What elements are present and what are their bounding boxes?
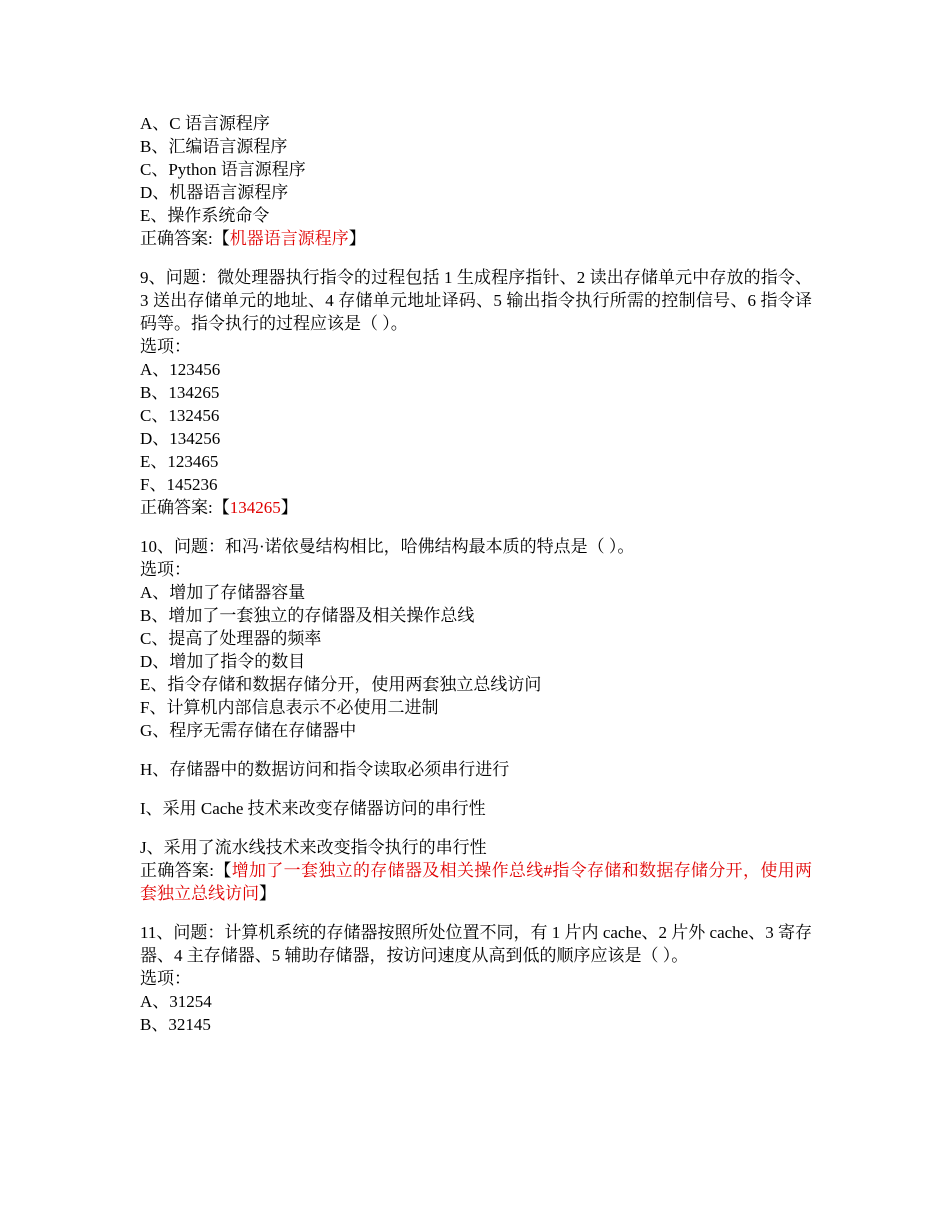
option-i: I、采用 Cache 技术来改变存储器访问的串行性 [140, 799, 486, 818]
document-body [140, 112, 812, 1036]
option-b: B、增加了一套独立的存储器及相关操作总线 [140, 606, 475, 625]
correct-answer [140, 227, 812, 250]
option-d: D、增加了指令的数目 [140, 652, 306, 671]
answer-label: 正确答案:【 [140, 861, 232, 880]
answer-label: 正确答案:【 [140, 229, 230, 248]
option-d: D、机器语言源程序 [140, 183, 289, 202]
option-a: A、增加了存储器容量 [140, 583, 306, 602]
question-11 [140, 921, 812, 1036]
option-c: C、提高了处理器的频率 [140, 629, 322, 648]
option-h: H、存储器中的数据访问和指令读取必须串行进行 [140, 760, 510, 779]
option-a: A、31254 [140, 992, 212, 1011]
correct-answer [140, 859, 812, 905]
question-10 [140, 535, 812, 905]
answer-value: 增加了一套独立的存储器及相关操作总线#指令存储和数据存储分开，使用两套独立总线访问 [140, 861, 812, 903]
option-c: C、Python 语言源程序 [140, 160, 306, 179]
option-a: A、123456 [140, 360, 221, 379]
question-8 [140, 112, 812, 250]
option-b: B、汇编语言源程序 [140, 137, 288, 156]
option-b: B、32145 [140, 1015, 211, 1034]
correct-answer [140, 496, 812, 519]
option-e: E、123465 [140, 452, 219, 471]
answer-close: 】 [348, 229, 366, 248]
question-text: 10、问题：和冯·诺依曼结构相比，哈佛结构最本质的特点是（ ）。 [140, 537, 635, 556]
answer-close: 】 [280, 498, 298, 517]
option-g: G、程序无需存储在存储器中 [140, 721, 357, 740]
option-d: D、134256 [140, 429, 221, 448]
options-label: 选项： [140, 560, 191, 579]
options-label: 选项： [140, 969, 191, 988]
answer-value: 机器语言源程序 [229, 229, 349, 248]
option-j: J、采用了流水线技术来改变指令执行的串行性 [140, 838, 487, 857]
question-9 [140, 266, 812, 519]
option-f: F、145236 [140, 475, 218, 494]
option-c: C、132456 [140, 406, 220, 425]
option-b: B、134265 [140, 383, 220, 402]
answer-label: 正确答案:【 [140, 498, 230, 517]
options-label: 选项： [140, 337, 191, 356]
answer-value: 134265 [229, 498, 281, 517]
answer-close: 】 [259, 884, 276, 903]
option-f: F、计算机内部信息表示不必使用二进制 [140, 698, 439, 717]
option-e: E、操作系统命令 [140, 206, 270, 225]
option-e: E、指令存储和数据存储分开，使用两套独立总线访问 [140, 675, 542, 694]
option-a: A、C 语言源程序 [140, 114, 270, 133]
question-text: 9、问题：微处理器执行指令的过程包括 1 生成程序指针、2 读出存储单元中存放的指令、3 送出存储单元的地址、4 存储单元地址译码、5 输出指令执行所需的控制信号、6 指令译码等。指令执行的过程应该是（ ）。 [140, 268, 812, 333]
question-text: 11、问题：计算机系统的存储器按照所处位置不同，有 1 片内 cache、2 片外 cache、3 寄存器、4 主存储器、5 辅助存储器，按访问速度从高到低的顺序应该是（ ）。 [140, 923, 812, 965]
